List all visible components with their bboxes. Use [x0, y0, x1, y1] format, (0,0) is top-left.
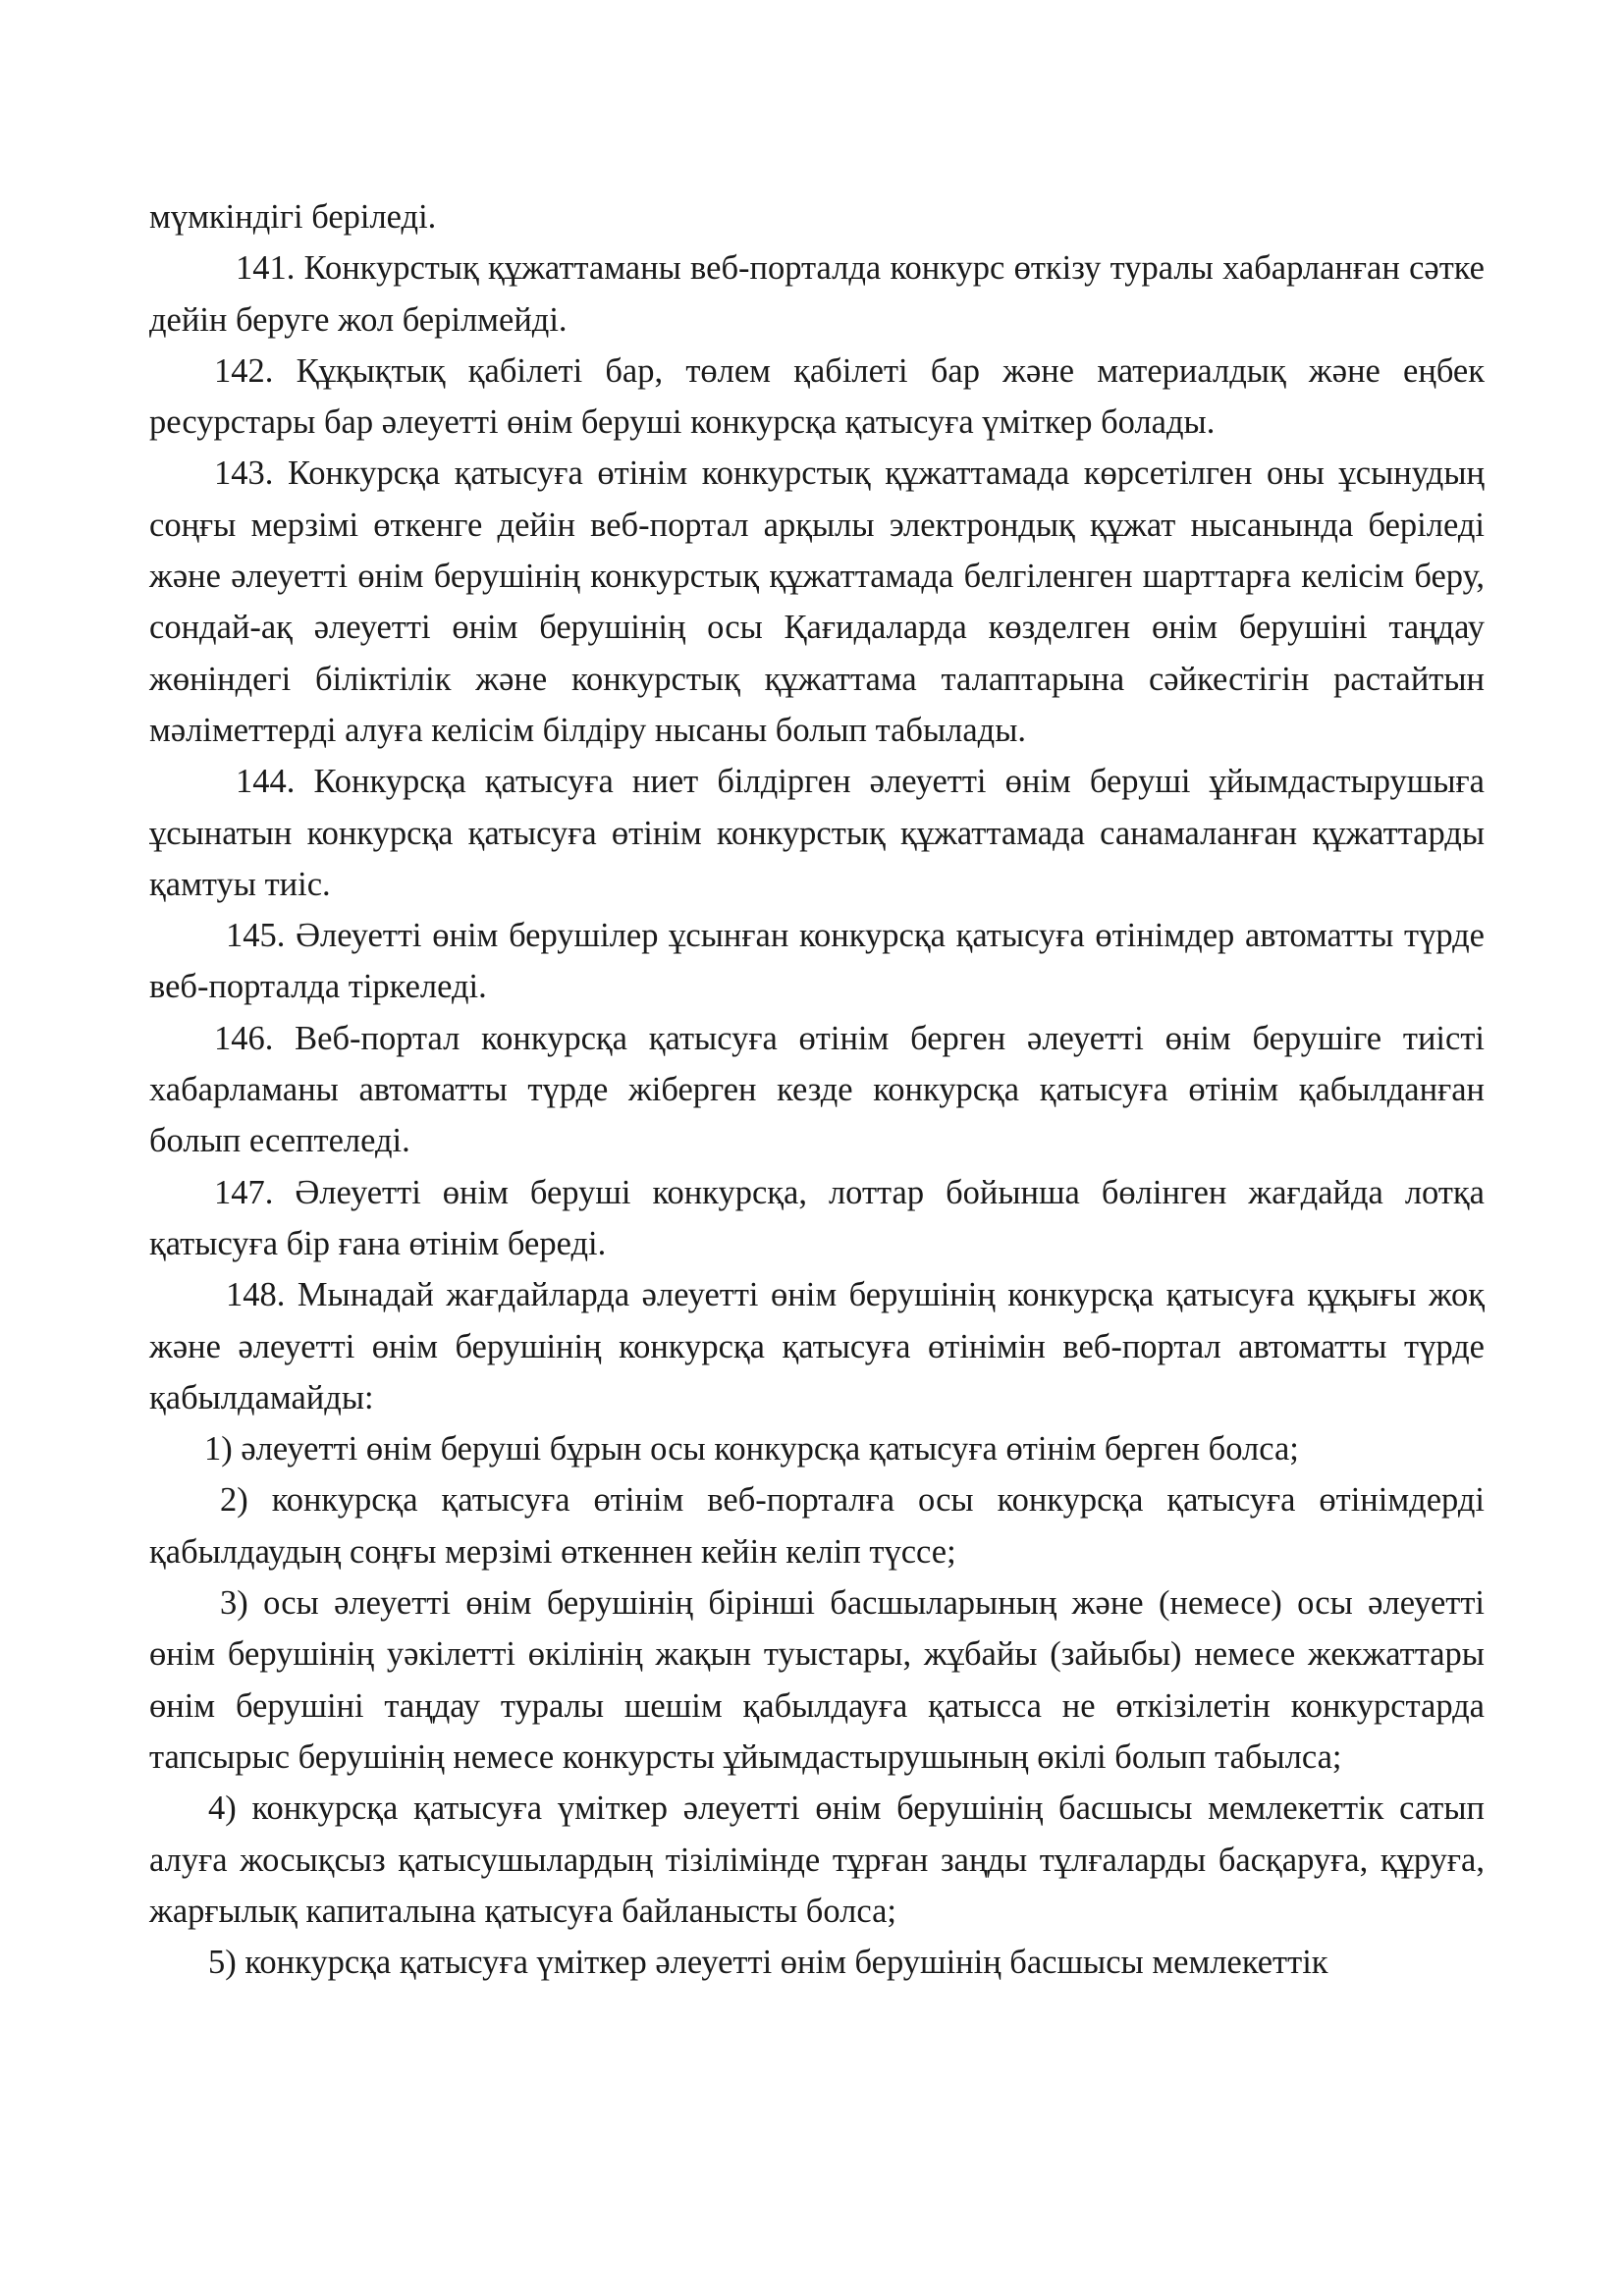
list-item-3: 3) осы әлеуетті өнім берушінің бірінші басшыларының және (немесе) осы әлеуетті өнім берушінің уәкілетті өкілінің жақын туыстары, жұбайы (зайыбы) немесе жекжаттары өнім берушіні таңдау туралы шешім қабылдауға қатысса не өткізілетін конкурстарда тапсырыс берушінің немесе конкурсты ұйымдастырушының өкілі болып табылса;	[149, 1584, 1485, 1776]
list-item-1: 1) әлеуетті өнім беруші бұрын осы конкурсқа қатысуға өтінім берген болса;	[204, 1430, 1299, 1468]
paragraph-146: 146. Веб-портал конкурсқа қатысуға өтінім берген әлеуетті өнім берушіге тиісті хабарламаны автоматты түрде жіберген кезде конкурсқа қатысуға өтінім қабылданған болып есептеледі.	[149, 1019, 1485, 1160]
list-item-2: 2) конкурсқа қатысуға өтінім веб-порталға осы конкурсқа қатысуға өтінімдерді қабылдаудың соңғы мерзімі өткеннен кейін келіп түссе;	[149, 1481, 1485, 1571]
paragraph-continuation: мүмкіндігі беріледі.	[149, 198, 437, 236]
paragraph-142: 142. Құқықтық қабілеті бар, төлем қабілеті бар және материалдық және еңбек ресурстары бар әлеуетті өнім беруші конкурсқа қатысуға үміткер болады.	[149, 351, 1485, 442]
paragraph-148: 148. Мынадай жағдайларда әлеуетті өнім берушінің конкурсқа қатысуға құқығы жоқ және әлеуетті өнім берушінің конкурсқа қатысуға өтінімін веб-портал автоматты түрде қабылдамайды:	[149, 1276, 1485, 1416]
list-item-4: 4) конкурсқа қатысуға үміткер әлеуетті өнім берушінің басшысы мемлекеттік сатып алуға жосықсыз қатысушылардың тізілімінде тұрған заңды тұлғаларды басқаруға, құруға, жарғылық капиталына қатысуға байланысты болса;	[149, 1789, 1485, 1930]
paragraph-143: 143. Конкурсқа қатысуға өтінім конкурстық құжаттамада көрсетілген оны ұсынудың соңғы мерзімі өткенге дейін веб-портал арқылы электрондық құжат нысанында беріледі және әлеуетті өнім берушінің конкурстық құжаттамада белгіленген шарттарға келісім беру, сондай-ақ әлеуетті өнім берушінің осы Қағидаларда көзделген өнім берушіні таңдау жөніндегі біліктілік және конкурстық құжаттама талаптарына сәйкестігін растайтын мәліметтерді алуға келісім білдіру нысаны болып табылады.	[149, 454, 1485, 749]
paragraph-141: 141. Конкурстық құжаттаманы веб-порталда конкурс өткізу туралы хабарланған сәтке дейін беруге жол берілмейді.	[149, 249, 1485, 339]
paragraph-144: 144. Конкурсқа қатысуға ниет білдірген әлеуетті өнім беруші ұйымдастырушыға ұсынатын конкурсқа қатысуға өтінім конкурстық құжаттамада санамаланған құжаттарды қамтуы тиіс.	[149, 763, 1485, 903]
paragraph-147: 147. Әлеуетті өнім беруші конкурсқа, лоттар бойынша бөлінген жағдайда лотқа қатысуға бір ғана өтінім береді.	[149, 1173, 1485, 1262]
paragraph-145: 145. Әлеуетті өнім берушілер ұсынған конкурсқа қатысуға өтінімдер автоматты түрде веб-порталда тіркеледі.	[149, 917, 1485, 1006]
list-item-5: 5) конкурсқа қатысуға үміткер әлеуетті өнім берушінің басшысы мемлекеттік	[208, 1944, 1328, 1982]
document-page	[149, 191, 1485, 1988]
